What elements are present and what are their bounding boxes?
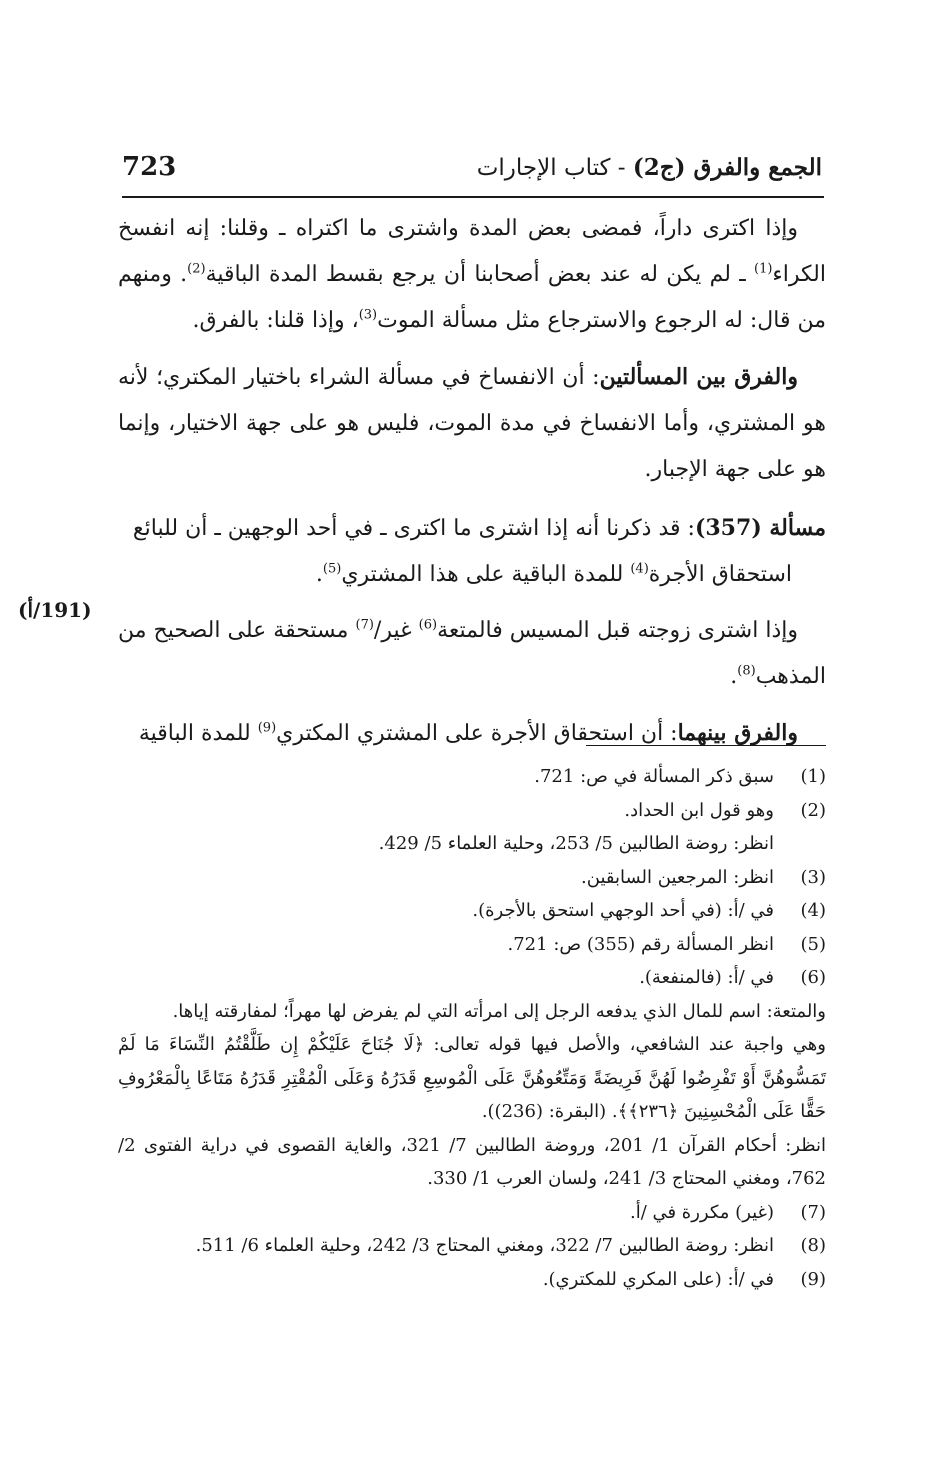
footnote-text: في /أ: (على المكري للمكتري). bbox=[542, 1268, 774, 1290]
text-run: . bbox=[315, 562, 323, 587]
text-run: وإذا اكترى داراً، فمضى بعض المدة واشترى ما اكتراه ـ وقلنا: إنه انفسخ الكراء bbox=[118, 216, 826, 287]
running-title-bold: الجمع والفرق (ج2) bbox=[632, 154, 822, 181]
footnote-continuation: وهي واجبة عند الشافعي، والأصل فيها قوله تعالى: ﴿لَا جُنَاحَ عَلَيْكُمْ إِن طَلَّقْتُمُ النِّسَاءَ مَا لَمْ تَمَسُّوهُنَّ أَوْ تَفْرِضُوا لَهُنَّ فَرِيضَةً وَمَتِّعُوهُنَّ عَلَى الْمُوسِعِ قَدَرُهُ وَعَلَى الْمُقْتِرِ قَدَرُهُ مَتَاعًا بِالْمَعْرُوفِ حَقًّا عَلَى الْمُحْسِنِينَ ﴿٢٣٦﴾﴾. (البقرة: (236)). bbox=[118, 1034, 826, 1122]
footnote-text: انظر: روضة الطالبين 7/ 322، ومغني المحتاج 3/ 242، وحلية العلماء 6/ 511. bbox=[195, 1235, 774, 1256]
footnote-text: انظر المسألة رقم (355) ص: 721. bbox=[507, 933, 774, 955]
footnote-text: وهو قول ابن الحداد. bbox=[624, 799, 774, 821]
footnote-continuation: انظر: أحكام القرآن 1/ 201، وروضة الطالبين 7/ 321، والغاية القصوى في دراية الفتوى 2/ 762، ومغني المحتاج 3/ 241، ولسان العرب 1/ 330. bbox=[118, 1134, 826, 1189]
footnote-number bbox=[774, 827, 826, 861]
text-run: ، وإذا قلنا: بالفرق. bbox=[192, 308, 359, 333]
footnote-text: في /أ: (فالمنفعة). bbox=[639, 967, 774, 988]
text-run: استحقاق الأجرة bbox=[648, 562, 792, 587]
paragraph-lead: والفرق بينهما bbox=[677, 720, 798, 746]
text-run: وإذا اشترى زوجته قبل المسيس فالمتعة bbox=[437, 618, 799, 643]
footnote-continuation: والمتعة: اسم للمال الذي يدفعه الرجل إلى امرأته التي لم يفرض لها مهراً؛ لمفارقته إياها. bbox=[172, 1000, 826, 1022]
footnote-ref: (1) bbox=[753, 261, 773, 277]
footnote-number: (9) bbox=[800, 1268, 826, 1290]
text-run: غير/ bbox=[373, 618, 419, 643]
footnote bbox=[118, 1196, 826, 1230]
footnote-ref: (7) bbox=[355, 617, 374, 633]
footnote-number: (2) bbox=[800, 799, 826, 821]
footnote-text: في /أ: (في أحد الوجهي استحق بالأجرة). bbox=[472, 900, 774, 921]
paragraph-continuation bbox=[118, 552, 826, 598]
paragraph-1 bbox=[118, 206, 826, 344]
main-text bbox=[118, 206, 826, 767]
running-title-rest: - كتاب الإجارات bbox=[476, 155, 633, 181]
footnote-ref: (2) bbox=[187, 261, 206, 277]
paragraph-2 bbox=[118, 354, 826, 493]
footnote bbox=[118, 794, 826, 828]
text-run: : قد ذكرنا أنه إذا اشترى ما اكترى ـ في أحد الوجهين ـ أن للبائع bbox=[132, 516, 695, 541]
text-run: مستحقة على الصحيح من المذهب bbox=[118, 618, 826, 689]
footnote bbox=[118, 1229, 826, 1263]
page-header bbox=[122, 150, 822, 190]
footnote-ref: (9) bbox=[257, 720, 277, 736]
text-run: ـ لم يكن له عند بعض أصحابنا أن يرجع بقسط المدة الباقية bbox=[205, 262, 754, 287]
footnote-ref: (4) bbox=[630, 561, 649, 577]
footnote-number: (3) bbox=[800, 866, 826, 888]
paragraph-4 bbox=[118, 608, 826, 700]
paragraph-lead: والفرق بين المسألتين bbox=[599, 364, 798, 390]
page-number: 723 bbox=[122, 152, 177, 182]
footnote-text: (غير) مكررة في /أ. bbox=[629, 1201, 774, 1223]
text-run: للمدة الباقية bbox=[138, 721, 258, 746]
footnote bbox=[118, 827, 826, 861]
footnote bbox=[118, 760, 826, 794]
text-run: للمدة الباقية على هذا المشتري bbox=[341, 562, 631, 587]
paragraph-3 bbox=[118, 505, 826, 598]
paragraph-lead: مسألة (357) bbox=[694, 515, 826, 541]
margin-note: (191/أ) bbox=[18, 598, 92, 622]
footnote-number: (8) bbox=[800, 1235, 826, 1256]
footnote-ref: (3) bbox=[358, 307, 378, 323]
footnote-number: (4) bbox=[800, 900, 826, 921]
header-rule bbox=[122, 196, 824, 198]
footnote-ref: (8) bbox=[737, 663, 756, 679]
footnote-rule bbox=[586, 745, 826, 746]
footnote-text: سبق ذكر المسألة في ص: 721. bbox=[534, 766, 774, 787]
footnote bbox=[118, 928, 826, 962]
footnote bbox=[118, 961, 826, 995]
footnote-ref: (6) bbox=[418, 617, 438, 633]
footnote bbox=[118, 1263, 826, 1297]
running-title bbox=[477, 154, 822, 181]
text-run: : أن الانفساخ في مسألة الشراء باختيار المكتري؛ لأنه هو المشتري، وأما الانفساخ في مدة الموت، فليس هو على جهة الاختيار، وإنما هو على جهة الإجبار. bbox=[118, 365, 826, 482]
footnote bbox=[118, 894, 826, 928]
footnotes bbox=[118, 760, 826, 1296]
footnote-text: انظر: روضة الطالبين 5/ 253، وحلية العلماء 5/ 429. bbox=[378, 833, 774, 854]
footnote-text: انظر: المرجعين السابقين. bbox=[581, 866, 774, 888]
footnote bbox=[118, 861, 826, 895]
text-run: . bbox=[730, 664, 738, 689]
text-run: : أن استحقاق الأجرة على المشتري المكتري bbox=[276, 721, 678, 746]
paragraph-5 bbox=[118, 710, 826, 757]
footnote-number: (6) bbox=[800, 967, 826, 988]
footnote-number: (7) bbox=[800, 1201, 826, 1223]
text-run: . ومنهم من قال: له الرجوع والاسترجاع مثل مسألة الموت bbox=[118, 262, 826, 333]
footnote-ref: (5) bbox=[322, 561, 342, 577]
footnote-number: (1) bbox=[800, 766, 826, 787]
footnote-number: (5) bbox=[800, 933, 826, 955]
